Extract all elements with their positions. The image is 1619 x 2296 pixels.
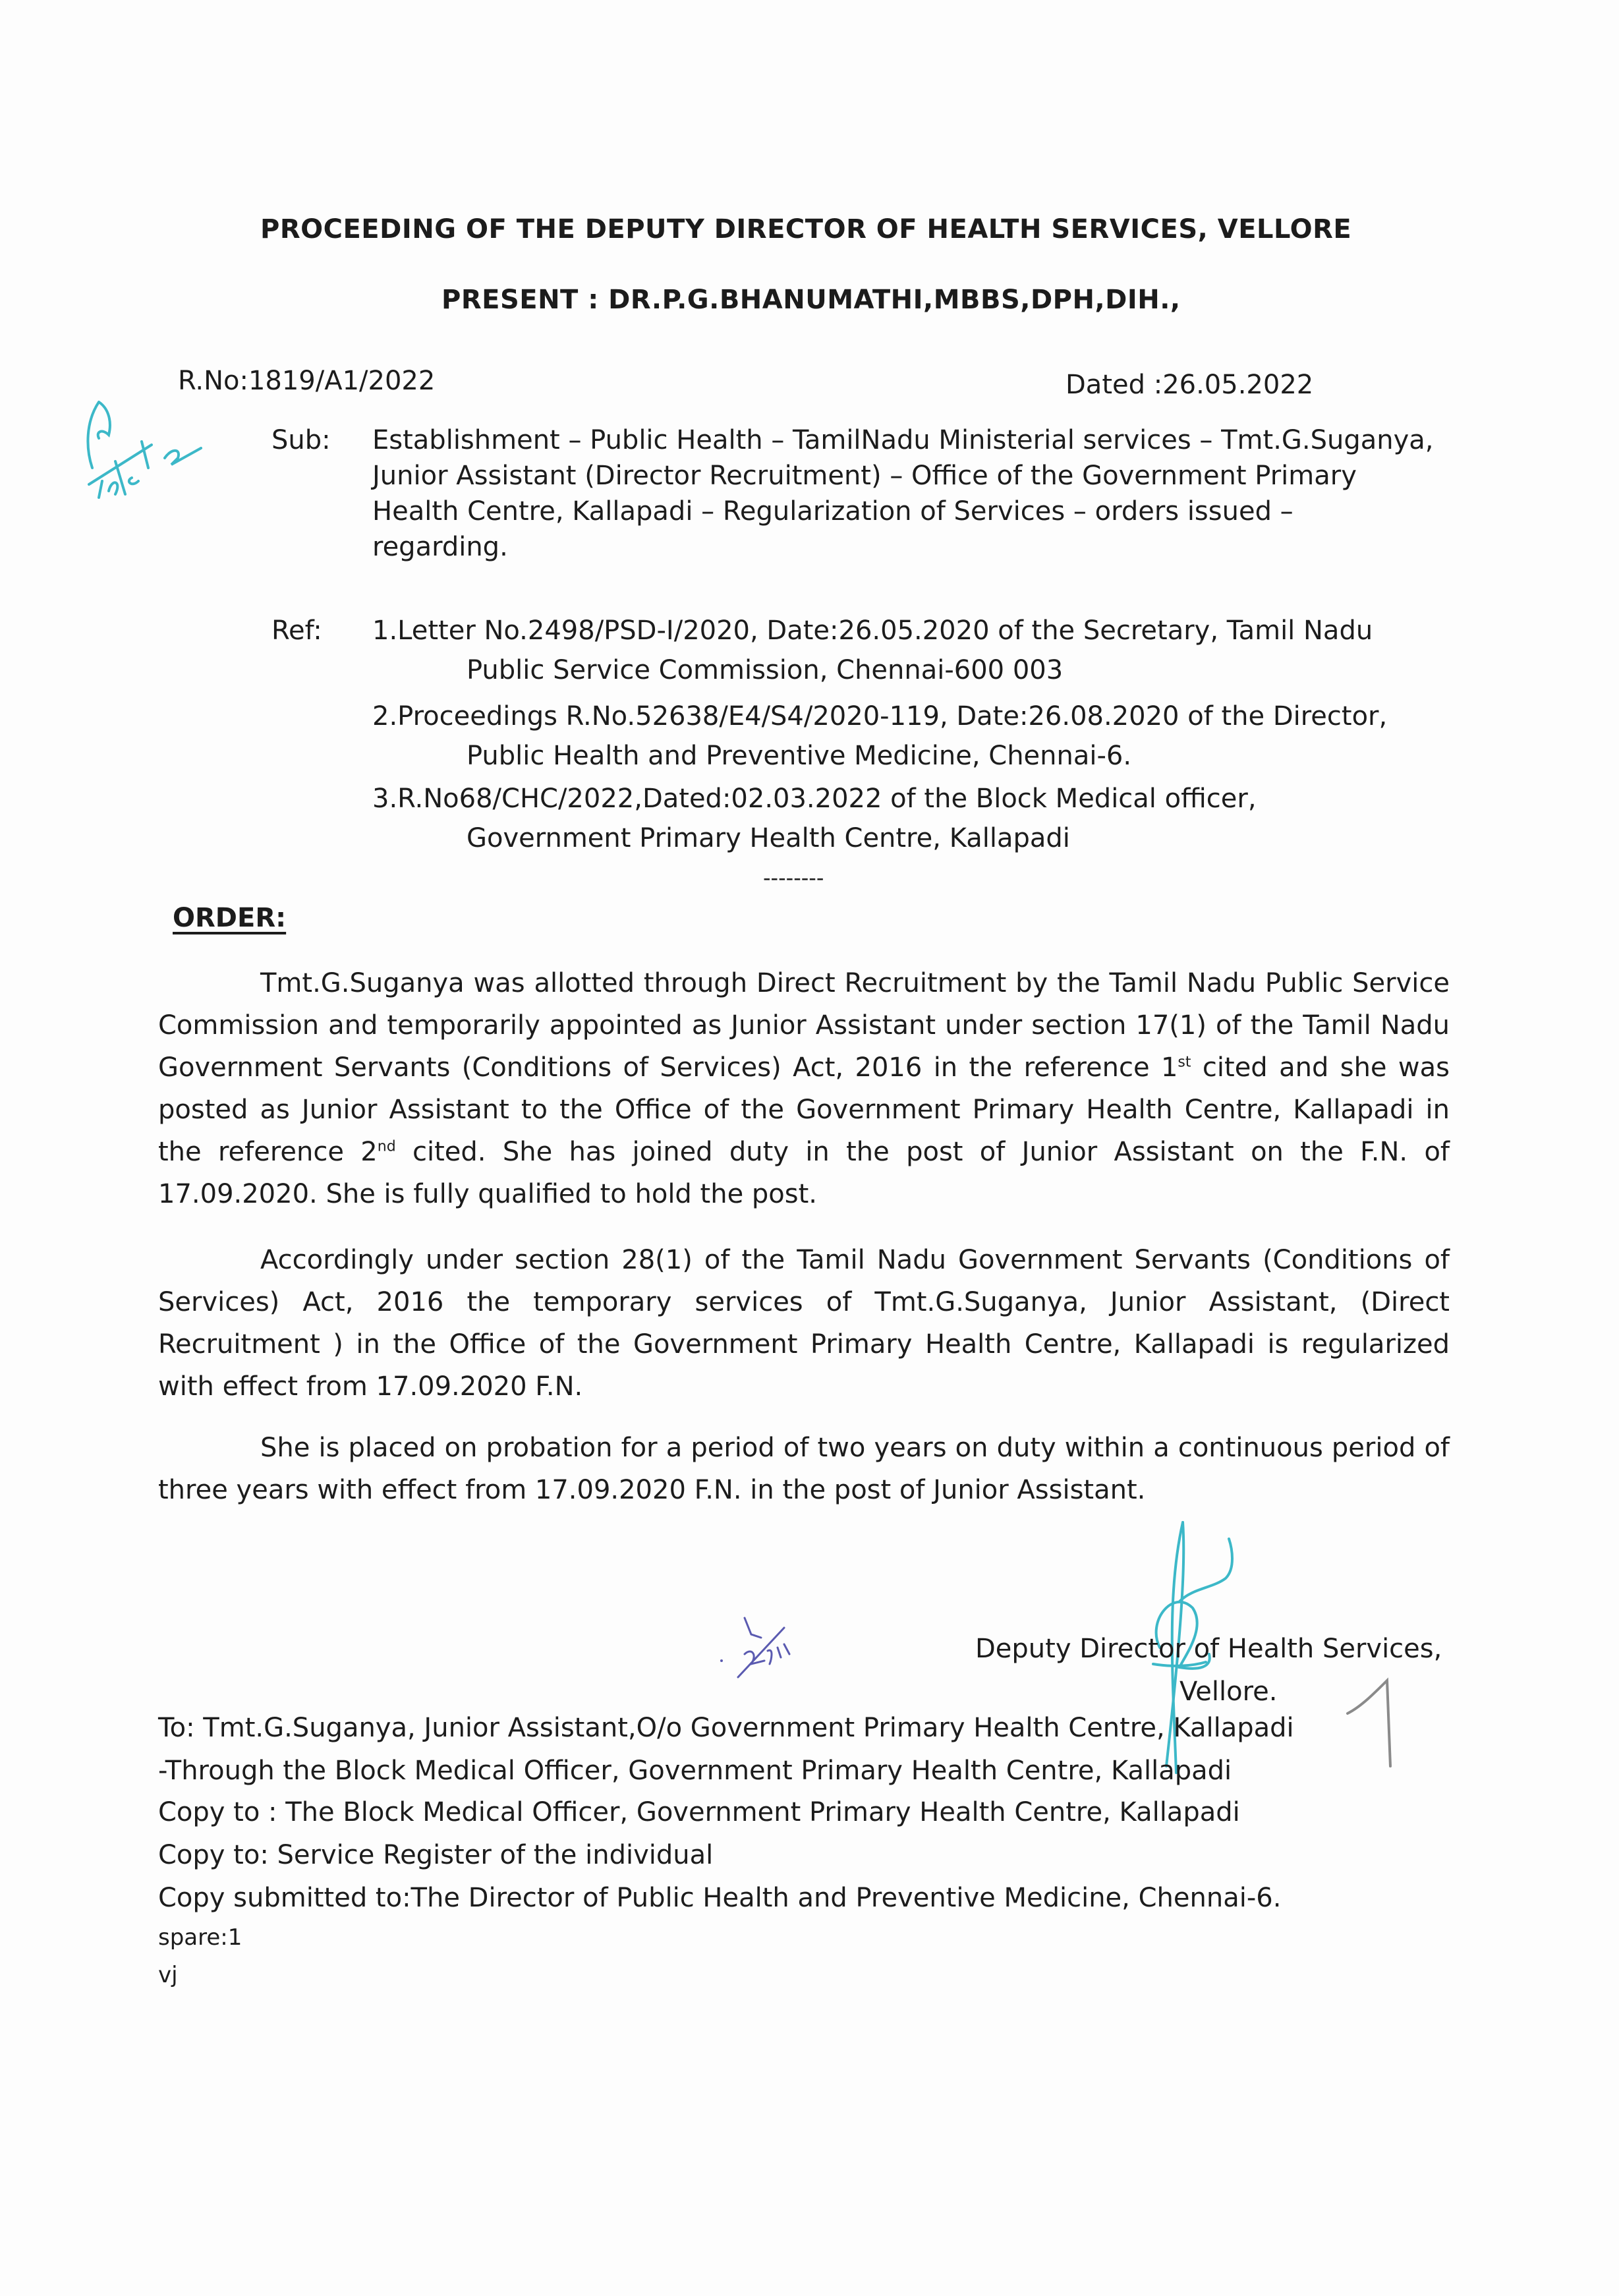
subject-line-3: Health Centre, Kallapadi – Regularization of Services – orders issued –: [372, 496, 1293, 527]
reference-2-line-1: 2.Proceedings R.No.52638/E4/S4/2020-119, Date:26.08.2020 of the Director,: [372, 701, 1388, 732]
reference-1-line-2: Public Service Commission, Chennai-600 003: [467, 655, 1064, 685]
handwritten-date-annotation: [72, 382, 217, 501]
copy-to-block-medical-officer: Copy to : The Block Medical Officer, Government Primary Health Centre, Kallapadi: [158, 1797, 1240, 1827]
signatory-designation: Deputy Director of Health Services,: [975, 1634, 1442, 1664]
order-paragraph-3: She is placed on probation for a period of two years on duty within a continuous period of three years with effect from 17.09.2020 F.N. in the post of Junior Assistant.: [158, 1433, 1450, 1505]
document-title: PROCEEDING OF THE DEPUTY DIRECTOR OF HEALTH SERVICES, VELLORE: [260, 214, 1352, 244]
order-paragraph-1: Tmt.G.Suganya was allotted through Direct Recruitment by the Tamil Nadu Public Service Commission and temporarily appointed as Junior Assistant under section 17(1) of the Tamil Nadu Government Servants (Conditions of Services) Act, 2016 in the reference 1st cited and she was posted as Junior Assistant to the Office of the Government Primary Health Centre, Kallapadi in the reference 2nd cited. She has joined duty in the post of Junior Assistant on the F.N. of 17.09.2020. She is fully qualified to hold the post.: [158, 968, 1450, 1209]
order-heading: ORDER:: [173, 903, 287, 933]
document-date: Dated :26.05.2022: [1065, 370, 1314, 400]
handwritten-tick-mark: [1344, 1674, 1404, 1773]
reference-3-line-1: 3.R.No68/CHC/2022,Dated:02.03.2022 of the Block Medical officer,: [372, 784, 1257, 814]
subject-line-4: regarding.: [372, 532, 508, 562]
order-paragraph-2: Accordingly under section 28(1) of the Tamil Nadu Government Servants (Conditions of Services) Act, 2016 the temporary services of Tmt.G.Suganya, Junior Assistant, (Direct Recruitment ) in the Office of the Government Primary Health Centre, Kallapadi is regularized with effect from 17.09.2020 F.N.: [158, 1245, 1450, 1402]
reference-3-line-2: Government Primary Health Centre, Kallapadi: [467, 823, 1070, 853]
subject-line-2: Junior Assistant (Director Recruitment) – Office of the Government Primary: [372, 461, 1357, 491]
copy-to-service-register: Copy to: Service Register of the individual: [158, 1840, 714, 1870]
reference-separator: --------: [763, 865, 824, 890]
typist-initials: vj: [158, 1962, 178, 1988]
reference-1-line-1: 1.Letter No.2498/PSD-I/2020, Date:26.05.2020 of the Secretary, Tamil Nadu: [372, 616, 1373, 646]
references-label: Ref:: [271, 616, 322, 646]
reference-number: R.No:1819/A1/2022: [178, 366, 436, 396]
signatory-place: Vellore.: [1179, 1677, 1278, 1707]
reference-2-line-2: Public Health and Preventive Medicine, Chennai-6.: [467, 741, 1132, 771]
copy-submitted-to-director: Copy submitted to:The Director of Public Health and Preventive Medicine, Chennai-6.: [158, 1883, 1282, 1913]
recipient-through: -Through the Block Medical Officer, Government Primary Health Centre, Kallapadi: [158, 1756, 1232, 1786]
subject-label: Sub:: [271, 425, 331, 455]
ink-dot: [720, 1659, 723, 1662]
recipient-to: To: Tmt.G.Suganya, Junior Assistant,O/o Government Primary Health Centre, Kallapadi: [158, 1713, 1294, 1743]
present-officer: PRESENT : DR.P.G.BHANUMATHI,MBBS,DPH,DIH.,: [441, 285, 1181, 315]
spare-count: spare:1: [158, 1924, 242, 1951]
subject-line-1: Establishment – Public Health – TamilNadu Ministerial services – Tmt.G.Suganya,: [372, 425, 1434, 455]
initials-annotation: [718, 1615, 804, 1687]
